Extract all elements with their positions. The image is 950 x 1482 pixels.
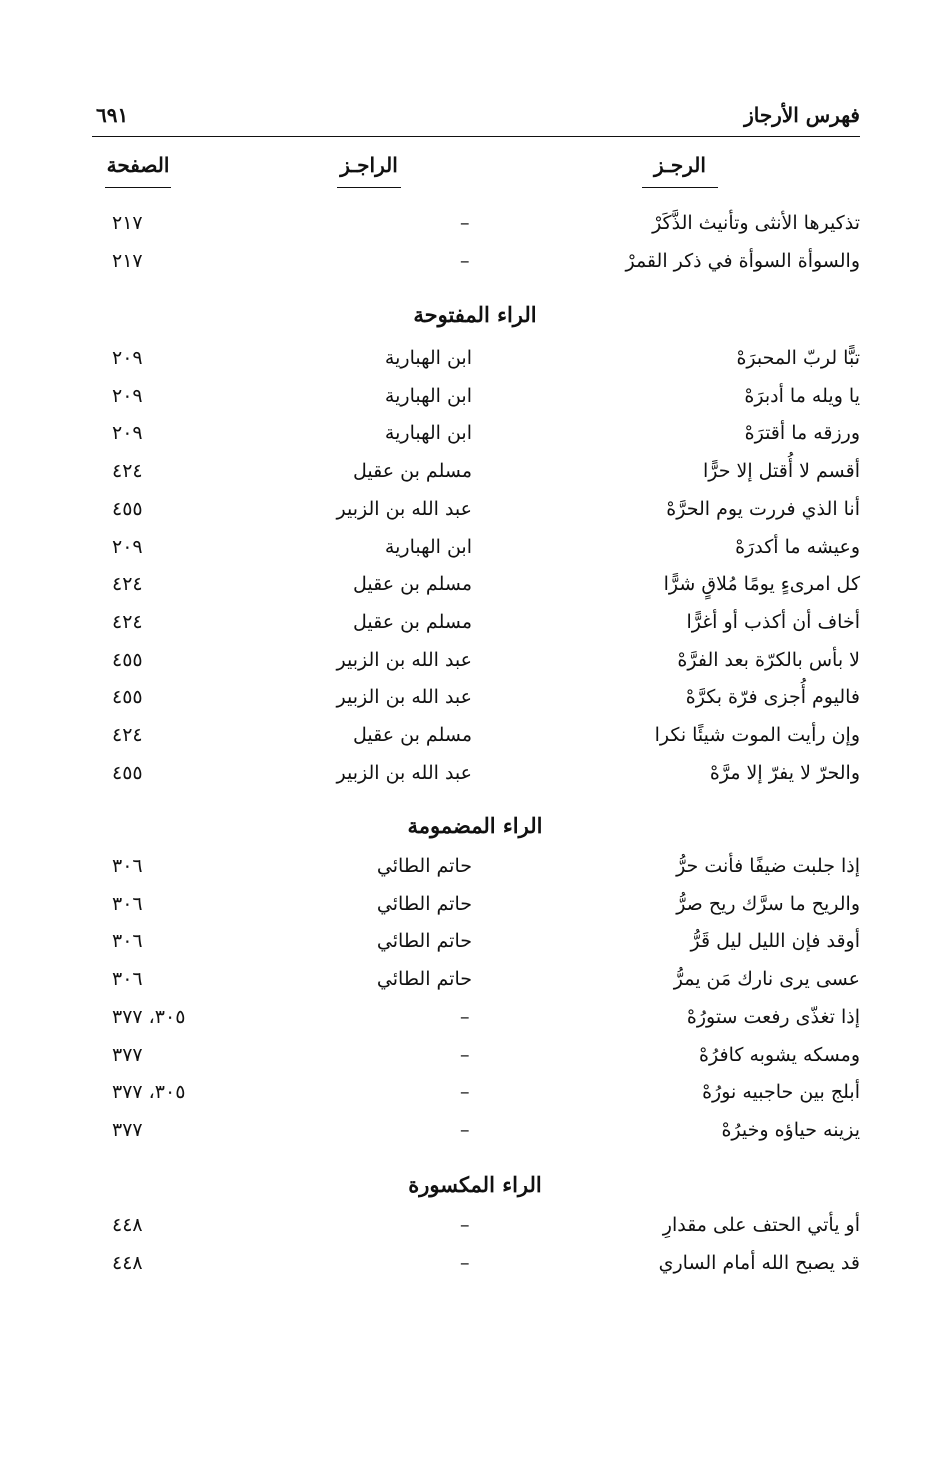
- page-reference: ٣٠٦: [112, 930, 143, 953]
- verse-text: تبًّا لربّ المحبرَهْ: [736, 347, 860, 369]
- verse-text: أو يأتي الحتف على مقدارِ: [662, 1214, 860, 1236]
- verse-text: أنا الذي فررت يوم الحرَّهْ: [666, 497, 860, 520]
- header-rule: [92, 136, 860, 137]
- rajiz-name: مسلم بن عقيل: [353, 610, 472, 633]
- rajiz-name: مسلم بن عقيل: [353, 460, 472, 483]
- rajiz-unknown-dash: –: [460, 212, 470, 234]
- index-row: [0, 1006, 950, 1036]
- index-row: [0, 724, 950, 754]
- index-row: [0, 968, 950, 998]
- page-reference: ٣٠٦: [112, 968, 143, 991]
- rajiz-name: حاتم الطائي: [376, 855, 472, 877]
- column-header-verse-underline: [642, 187, 718, 188]
- index-row: [0, 422, 950, 452]
- rajiz-name: حاتم الطائي: [376, 968, 472, 991]
- column-header-page-underline: [105, 187, 171, 188]
- page-reference: ٤٥٥: [112, 686, 143, 709]
- rajiz-name: عبد الله بن الزبير: [336, 686, 472, 709]
- index-row: [0, 347, 950, 377]
- verse-text: قد يصبح الله أمام الساري: [658, 1251, 860, 1274]
- index-row: [0, 460, 950, 490]
- index-row: [0, 1214, 950, 1244]
- column-header-page-label: الصفحة: [106, 153, 170, 177]
- page-reference: ٣٠٦: [112, 892, 143, 915]
- section-title: الراء المضمومة: [407, 813, 543, 838]
- rajiz-name: عبد الله بن الزبير: [336, 648, 472, 671]
- rajiz-unknown-dash: –: [460, 249, 470, 272]
- index-row: [0, 1044, 950, 1074]
- page-reference: ٢٠٩: [112, 535, 143, 558]
- index-row: [0, 762, 950, 792]
- column-header-verse: [642, 153, 718, 188]
- page-reference: ٢١٧: [112, 212, 143, 234]
- page-reference: ٤٥٥: [112, 497, 143, 520]
- index-row: [0, 1252, 950, 1282]
- index-row: [0, 1081, 950, 1111]
- index-row: [0, 212, 950, 242]
- verse-text: والريح ما سرَّك ريح صرُّ: [676, 892, 860, 915]
- page-reference: ٣٧٧: [112, 1118, 143, 1141]
- column-header-rajiz-label: الراجـز: [340, 153, 398, 177]
- page-reference: ٢٠٩: [112, 422, 143, 445]
- verse-text: يزينه حياؤه وخيرُهْ: [721, 1118, 860, 1141]
- page-reference: ٢١٧: [112, 249, 143, 272]
- column-header-rajiz-underline: [337, 187, 401, 188]
- rajiz-name: عبد الله بن الزبير: [336, 497, 472, 520]
- index-row: [0, 250, 950, 280]
- rajiz-unknown-dash: –: [460, 1043, 470, 1066]
- verse-text: والسوأة السوأة في ذكر القمرْ: [625, 249, 860, 272]
- page-reference: ٢٠٩: [112, 347, 143, 369]
- verse-text: ومسكه يشوبه كافرُهْ: [699, 1043, 860, 1066]
- index-row: [0, 573, 950, 603]
- index-row: [0, 498, 950, 528]
- index-row: [0, 611, 950, 641]
- verse-text: عسى يرى نارك مَن يمرُّ: [673, 968, 860, 991]
- column-header-page: [105, 153, 171, 188]
- index-row: [0, 686, 950, 716]
- page-number: ٦٩١: [96, 103, 129, 127]
- section-title: الراء المكسورة: [408, 1172, 542, 1197]
- verse-text: وإن رأيت الموت شيئًا نكرا: [654, 724, 860, 746]
- index-row: [0, 930, 950, 960]
- page-reference: ٣٧٧: [112, 1043, 143, 1066]
- verse-text: يا ويله ما أدبرَهْ: [744, 384, 860, 407]
- page-reference: ٢٠٩: [112, 384, 143, 407]
- column-header-rajiz: [337, 153, 401, 188]
- rajiz-unknown-dash: –: [460, 1081, 470, 1104]
- verse-text: كل امرىءٍ يومًا مُلاقٍ شرًّا: [663, 573, 860, 596]
- rajiz-unknown-dash: –: [460, 1005, 470, 1028]
- rajiz-name: مسلم بن عقيل: [353, 724, 472, 746]
- verse-text: إذا جلبت ضيفًا فأنت حرُّ: [676, 855, 860, 877]
- verse-text: أوقد فإن الليل ليل قَرُّ: [690, 930, 860, 953]
- page-reference: ٤٤٨: [112, 1214, 143, 1236]
- index-row: [0, 649, 950, 679]
- rajiz-name: عبد الله بن الزبير: [336, 761, 472, 784]
- section-title: الراء المفتوحة: [413, 302, 537, 327]
- page-reference: ٣٠٥، ٣٧٧: [112, 1005, 186, 1028]
- verse-text: أخاف أن أكذب أو أغرًّا: [686, 610, 860, 633]
- page-reference: ٤٢٤: [112, 610, 143, 633]
- rajiz-name: حاتم الطائي: [376, 892, 472, 915]
- verse-text: وعيشه ما أكدرَهْ: [735, 535, 860, 558]
- rajiz-name: ابن الهبارية: [384, 347, 472, 369]
- rajiz-name: ابن الهبارية: [384, 384, 472, 407]
- rajiz-name: ابن الهبارية: [384, 535, 472, 558]
- verse-text: إذا تغذّى رفعت ستورُهْ: [686, 1005, 860, 1028]
- page-reference: ٤٢٤: [112, 460, 143, 483]
- rajiz-unknown-dash: –: [460, 1118, 470, 1141]
- column-header-verse-label: الرجـز: [654, 153, 706, 177]
- page-reference: ٣٠٦: [112, 855, 143, 877]
- rajiz-name: مسلم بن عقيل: [353, 573, 472, 596]
- verse-text: فاليوم أُجزى فرّة بكرَّهْ: [685, 686, 860, 709]
- index-row: [0, 893, 950, 923]
- rajiz-unknown-dash: –: [460, 1214, 470, 1236]
- verse-text: أبلج بين حاجبيه نورُهْ: [702, 1081, 860, 1104]
- page-reference: ٣٠٥، ٣٧٧: [112, 1081, 186, 1104]
- page-reference: ٤٥٥: [112, 761, 143, 784]
- verse-text: تذكيرها الأنثى وتأنيث الذَّكَرْ: [652, 212, 860, 234]
- verse-text: أقسم لا أُقتل إلا حرًّا: [702, 460, 860, 483]
- index-row: [0, 536, 950, 566]
- verse-text: ورزقه ما أقترَهْ: [744, 422, 860, 445]
- verse-text: لا بأس بالكرّة بعد الفرَّهْ: [677, 648, 860, 671]
- page-reference: ٤٥٥: [112, 648, 143, 671]
- rajiz-name: حاتم الطائي: [376, 930, 472, 953]
- page-reference: ٤٢٤: [112, 573, 143, 596]
- index-row: [0, 855, 950, 885]
- index-row: [0, 385, 950, 415]
- rajiz-unknown-dash: –: [460, 1251, 470, 1274]
- index-row: [0, 1119, 950, 1149]
- page-reference: ٤٢٤: [112, 724, 143, 746]
- running-title: فهرس الأرجاز: [744, 103, 860, 127]
- rajiz-name: ابن الهبارية: [384, 422, 472, 445]
- page-reference: ٤٤٨: [112, 1251, 143, 1274]
- verse-text: والحرّ لا يفرّ إلا مرَّهْ: [709, 761, 860, 784]
